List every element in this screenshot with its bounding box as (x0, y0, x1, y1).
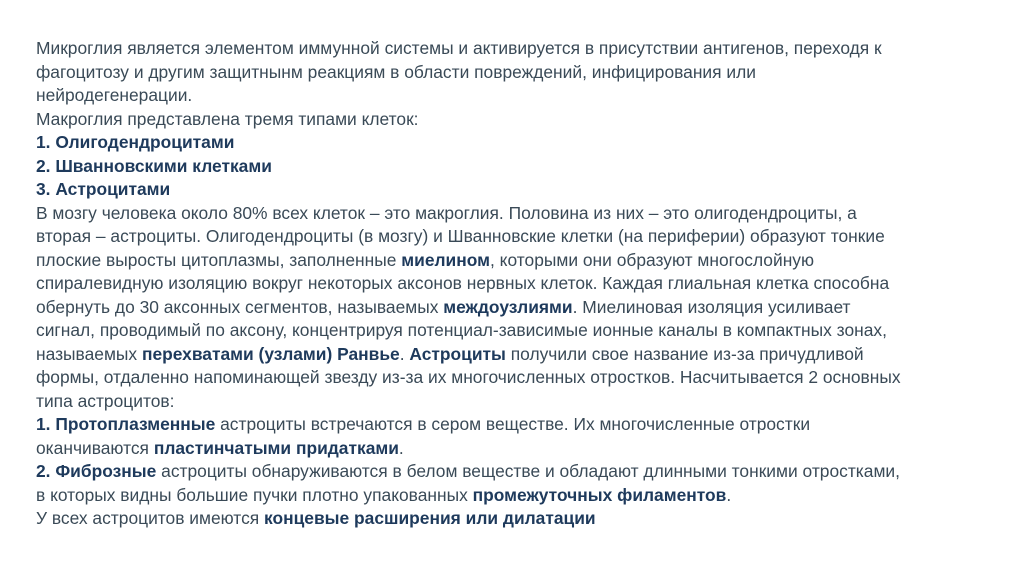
text-run: плоские выросты цитоплазмы, заполненные (36, 249, 402, 270)
bold-term: концевые расширения или дилатации (264, 508, 596, 528)
text-run: астроциты обнаруживаются в белом веществе и обладают длинными тонкими отростками, (156, 461, 900, 481)
text-run: обернуть до 30 аксонных сегментов, называемых (36, 296, 444, 317)
bold-term: 3. Астроцитами (36, 179, 171, 199)
text-run: . (726, 484, 732, 505)
text-line (36, 108, 1006, 132)
bold-term: перехватами (узлами) Ранвье (141, 343, 400, 364)
text-run: У всех астроцитов имеются (36, 508, 265, 528)
bold-term: 2. Шванновскими клетками (36, 155, 272, 176)
text-line (36, 460, 1006, 484)
text-run: , которыми они образуют многослойную (490, 249, 815, 270)
text-line (36, 155, 1006, 179)
text-run: астроциты встречаются в сером веществе. Их многочисленные отростки (215, 414, 811, 434)
text-run: Макроглия представлена тремя типами клеток: (36, 108, 419, 129)
text-line (36, 366, 1006, 390)
text-line (36, 507, 1006, 531)
text-run: . (399, 343, 410, 364)
bold-term: пластинчатыми придатками (153, 437, 399, 458)
bold-term: промежуточных филаментов (472, 484, 727, 505)
text-run: спиралевидную изоляцию вокруг некоторых аксонов нервных клеток. Каждая глиальная клетка способна (36, 273, 890, 293)
text-run: оканчиваются (36, 437, 154, 458)
text-line (36, 413, 1006, 437)
text-run: В мозгу человека около 80% всех клеток – это макроглия. Половина из них – это олигодендроциты, а (36, 202, 857, 223)
bold-term: 1. Олигодендроцитами (36, 132, 235, 152)
text-run: типа астроцитов: (36, 390, 175, 411)
text-line (36, 84, 1006, 108)
text-line (36, 437, 1006, 461)
text-line (36, 178, 1006, 202)
text-line (36, 61, 1006, 85)
text-run: получили свое название из-за причудливой (505, 343, 864, 364)
bold-term: 1. Протоплазменные (36, 414, 216, 434)
text-run: нейродегенерации. (36, 85, 193, 105)
text-run: сигнал, проводимый по аксону, концентрируя потенциал-зависимые ионные каналы в компактных зонах, (36, 320, 887, 340)
text-line (36, 37, 1006, 61)
text-run: фагоцитозу и другим защитнынм реакциям в области повреждений, инфицирования или (36, 61, 756, 82)
text-line (36, 319, 1006, 343)
text-run: называемых (36, 343, 142, 364)
text-run: Микроглия является элементом иммунной системы и активируется в присутствии антигенов, переходя к (36, 38, 882, 58)
text-line (36, 225, 1006, 249)
text-run: . (398, 437, 404, 458)
bold-term: Астроциты (409, 343, 506, 364)
slide-text-body (36, 37, 1006, 531)
text-line (36, 343, 1006, 367)
text-line (36, 249, 1006, 273)
bold-term: миелином (401, 249, 490, 270)
text-run: вторая – астроциты. Олигодендроциты (в мозгу) и Шванновские клетки (на периферии) образуют тонкие (36, 226, 885, 246)
text-run: формы, отдаленно напоминающей звезду из-за их многочисленных отростков. Насчитывается 2 основных (36, 367, 901, 387)
text-line (36, 390, 1006, 414)
bold-term: междоузлиями (443, 296, 573, 317)
text-run: в которых видны большие пучки плотно упакованных (36, 484, 473, 505)
text-run: . Миелиновая изоляция усиливает (572, 296, 851, 317)
text-line (36, 484, 1006, 508)
text-line (36, 202, 1006, 226)
bold-term: 2. Фиброзные (36, 461, 157, 481)
text-line (36, 131, 1006, 155)
text-line (36, 272, 1006, 296)
text-line (36, 296, 1006, 320)
